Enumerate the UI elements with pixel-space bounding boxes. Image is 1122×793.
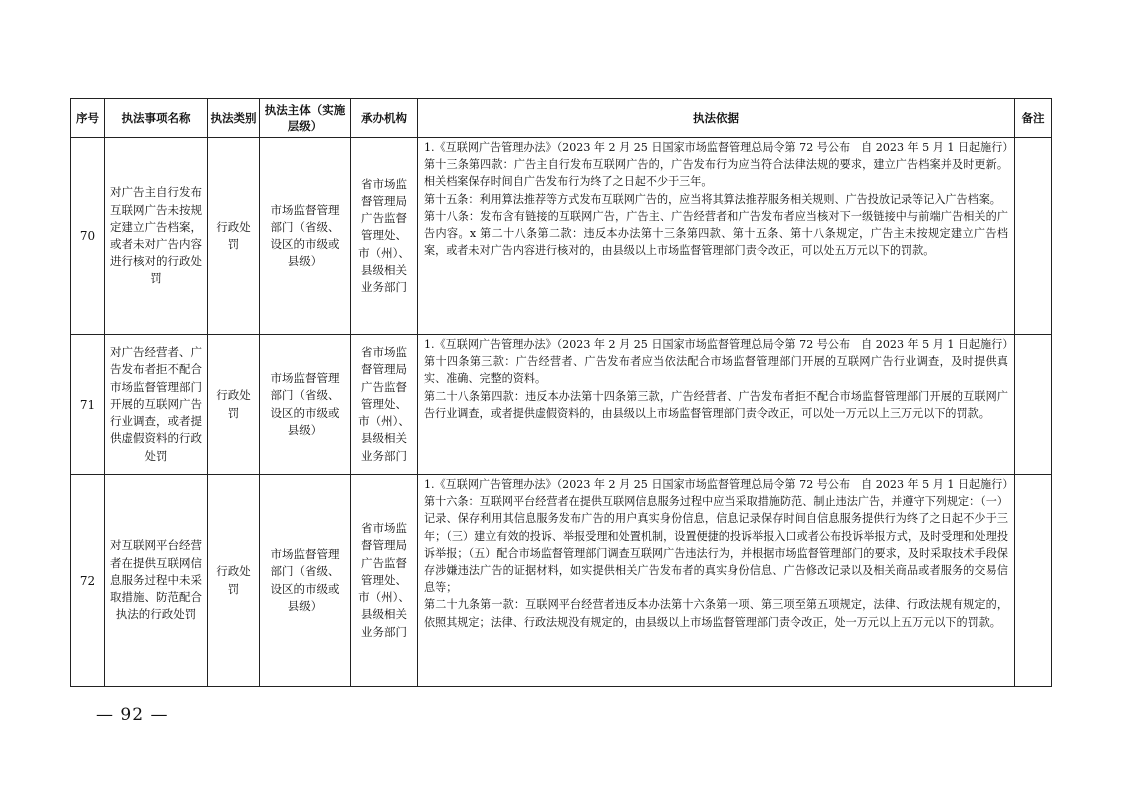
row-note xyxy=(1015,335,1052,475)
row-basis xyxy=(418,138,1015,335)
row-type: 行政处罚 xyxy=(208,335,260,475)
page-number: — 92 — xyxy=(96,705,169,725)
header-subject: 执法主体（实施层级） xyxy=(260,99,351,138)
basis-paragraph: 1.《互联网广告管理办法》（2023 年 2 月 25 日国家市场监督管理总局令第 72 号公布 自 2023 年 5 月 1 日起施行） xyxy=(424,141,1014,154)
header-org: 承办机构 xyxy=(351,99,418,138)
row-name: 对广告经营者、广告发布者拒不配合市场监督管理部门开展的互联网广告行业调查，或者提供虚假资料的行政处罚 xyxy=(105,335,208,475)
row-note xyxy=(1015,475,1052,687)
enforcement-table xyxy=(70,98,1052,687)
row-org: 省市场监督管理局广告监督管理处、市（州）、县级相关业务部门 xyxy=(351,138,418,335)
table-row xyxy=(71,475,1052,687)
row-type: 行政处罚 xyxy=(208,475,260,687)
basis-paragraph: 第十四条第三款：广告经营者、广告发布者应当依法配合市场监督管理部门开展的互联网广告行业调查，及时提供真实、准确、完整的资料。 xyxy=(424,355,1008,386)
basis-paragraph: 1.《互联网广告管理办法》（2023 年 2 月 25 日国家市场监督管理总局令第 72 号公布 自 2023 年 5 月 1 日起施行） xyxy=(424,338,1014,351)
table-row xyxy=(71,335,1052,475)
row-basis xyxy=(418,475,1015,687)
row-no: 72 xyxy=(71,475,105,687)
document-page xyxy=(70,98,1052,687)
basis-paragraph: 第十六条：互联网平台经营者在提供互联网信息服务过程中应当采取措施防范、制止违法广告，并遵守下列规定：（一）记录、保存利用其信息服务发布广告的用户真实身份信息，信息记录保存时间自信息服务提供行为终了之日起不少于三年；（三）建立有效的投诉、举报受理和处置机制，设置便捷的投诉举报入口或者公布投诉举报方式，及时受理和处理投诉举报；（五）配合市场监督管理部门调查互联网广告违法行为，并根据市场监督管理部门的要求，及时采取技术手段保存涉嫌违法广告的证据材料，如实提供相关广告发布者的真实身份信息、广告修改记录以及相关商品或者服务的交易信息等； xyxy=(424,495,1008,595)
basis-paragraph: 第十三条第四款：广告主自行发布互联网广告的，广告发布行为应当符合法律法规的要求，建立广告档案并及时更新。相关档案保存时间自广告发布行为终了之日起不少于三年。 xyxy=(424,158,1008,189)
header-basis: 执法依据 xyxy=(418,99,1015,138)
row-subject: 市场监督管理部门（省级、设区的市级或县级） xyxy=(260,335,351,475)
basis-paragraph: 第十五条：利用算法推荐等方式发布互联网广告的，应当将其算法推荐服务相关规则、广告投放记录等记入广告档案。 xyxy=(424,192,1001,206)
basis-paragraph: 第十八条：发布含有链接的互联网广告，广告主、广告经营者和广告发布者应当核对下一级链接中与前端广告相关的广告内容。x 第二十八条第二款：违反本办法第十三条第四款、第十五条、第十八条规定，广告主未按规定建立广告档案，或者未对广告内容进行核对的，由县级以上市场监督管理部门责令改正，可以处五万元以下的罚款。 xyxy=(424,209,1008,258)
row-name: 对广告主自行发布互联网广告未按规定建立广告档案，或者未对广告内容进行核对的行政处罚 xyxy=(105,138,208,335)
row-subject: 市场监督管理部门（省级、设区的市级或县级） xyxy=(260,138,351,335)
row-note xyxy=(1015,138,1052,335)
row-org: 省市场监督管理局广告监督管理处、市（州）、县级相关业务部门 xyxy=(351,335,418,475)
row-subject: 市场监督管理部门（省级、设区的市级或县级） xyxy=(260,475,351,687)
basis-paragraph: 第二十九条第一款：互联网平台经营者违反本办法第十六条第一项、第三项至第五项规定，法律、行政法规有规定的，依照其规定；法律、行政法规没有规定的，由县级以上市场监督管理部门责令改正，处一万元以上五万元以下的罚款。 xyxy=(424,598,1008,629)
row-org: 省市场监督管理局广告监督管理处、市（州）、县级相关业务部门 xyxy=(351,475,418,687)
row-type: 行政处罚 xyxy=(208,138,260,335)
table-row xyxy=(71,138,1052,335)
table-header-row xyxy=(71,99,1052,138)
row-name: 对互联网平台经营者在提供互联网信息服务过程中未采取措施、防范配合执法的行政处罚 xyxy=(105,475,208,687)
row-basis xyxy=(418,335,1015,475)
header-no: 序号 xyxy=(71,99,105,138)
header-note: 备注 xyxy=(1015,99,1052,138)
basis-paragraph: 第二十八条第四款：违反本办法第十四条第三款，广告经营者、广告发布者拒不配合市场监督管理部门开展的互联网广告行业调查，或者提供虚假资料的，由县级以上市场监督管理部门责令改正，可以处一万元以上三万元以下的罚款。 xyxy=(424,389,1008,420)
row-no: 71 xyxy=(71,335,105,475)
row-no: 70 xyxy=(71,138,105,335)
header-name: 执法事项名称 xyxy=(105,99,208,138)
header-type: 执法类别 xyxy=(208,99,260,138)
basis-paragraph: 1.《互联网广告管理办法》（2023 年 2 月 25 日国家市场监督管理总局令第 72 号公布 自 2023 年 5 月 1 日起施行） xyxy=(424,478,1014,491)
